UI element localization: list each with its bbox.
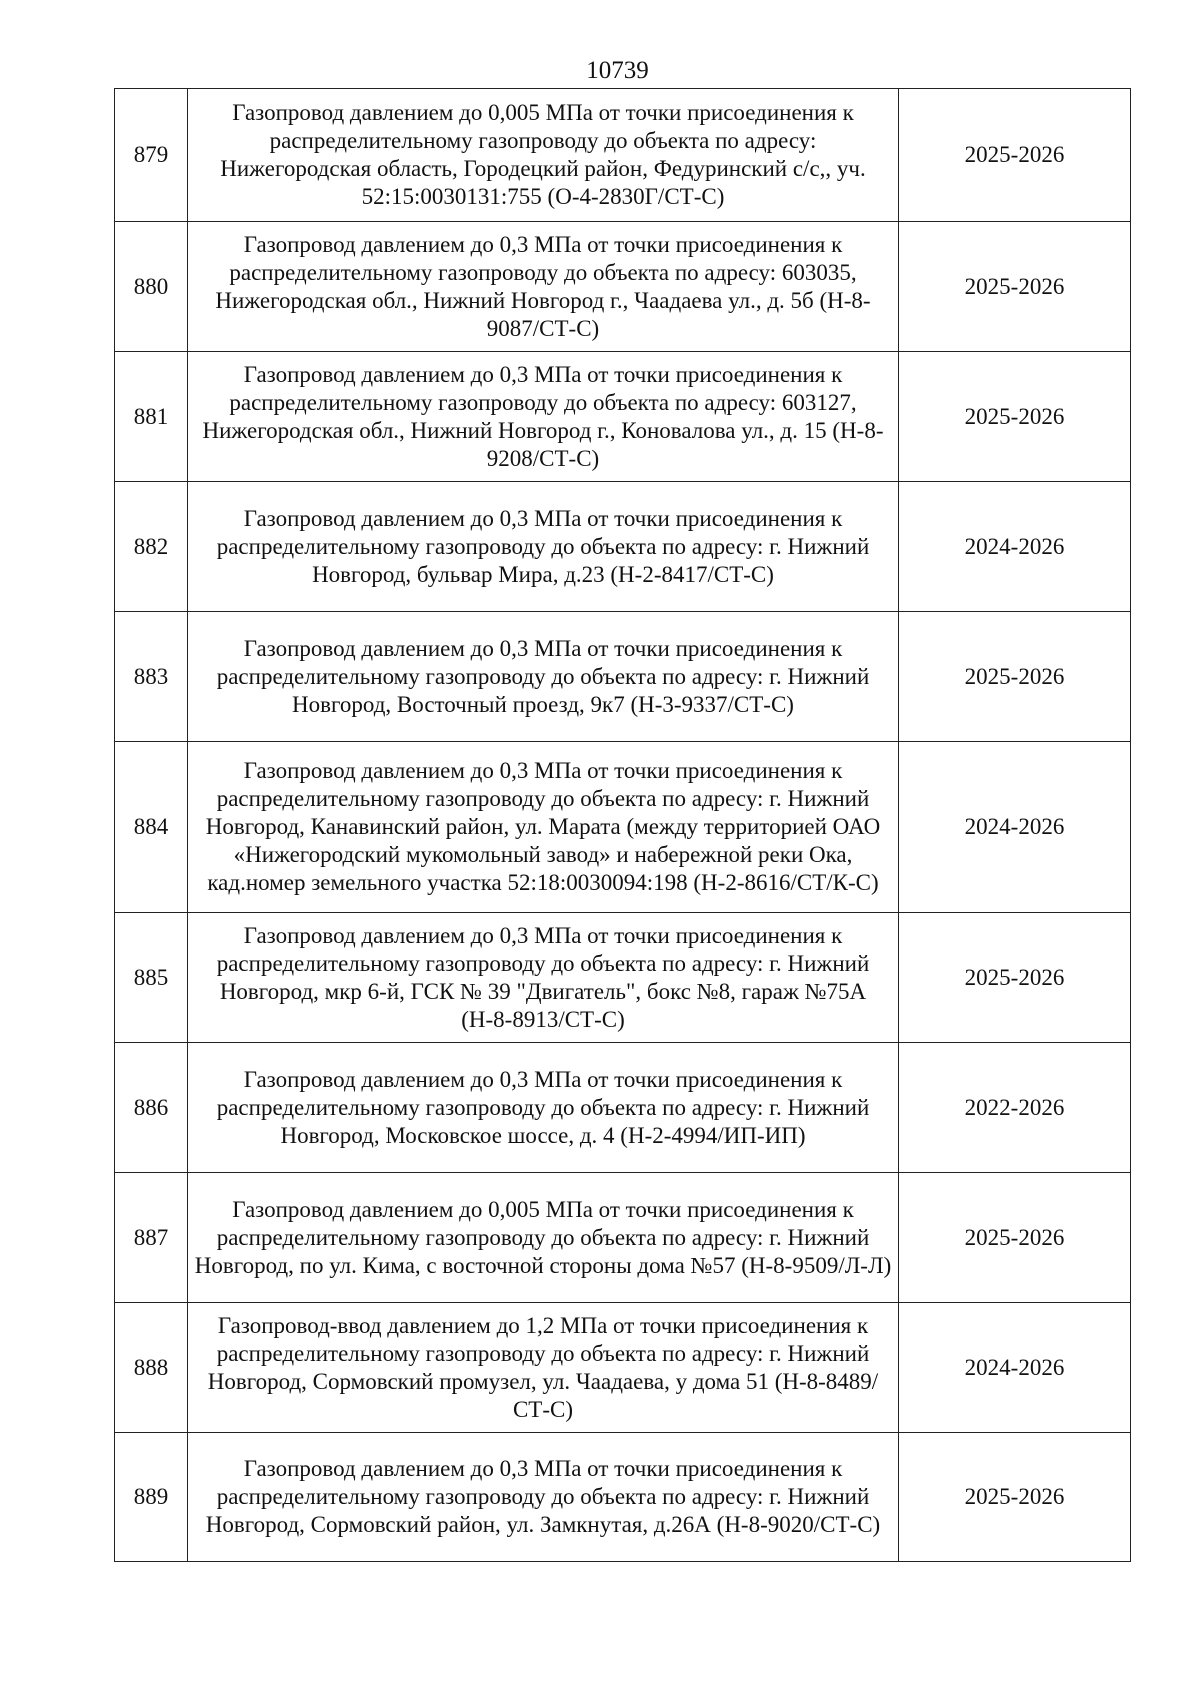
- row-number: 889: [115, 1433, 188, 1562]
- row-description: Газопровод давлением до 0,3 МПа от точки присоединения к распределительному газопроводу до объекта по адресу: 603035, Нижегородская обл., Нижний Новгород г., Чаадаева ул., д. 5б (Н-8-9087/СТ-С): [188, 222, 899, 352]
- row-years: 2022-2026: [899, 1043, 1131, 1173]
- row-description: Газопровод давлением до 0,3 МПа от точки присоединения к распределительному газопроводу до объекта по адресу: г. Нижний Новгород, Канавинский район, ул. Марата (между территорией ОАО «Нижегородский мукомольный завод» и набережной реки Ока, кад.номер земельного участка 52:18:0030094:198 (Н-2-8616/СТ/К-С): [188, 742, 899, 913]
- row-number: 881: [115, 352, 188, 482]
- row-description: Газопровод давлением до 0,3 МПа от точки присоединения к распределительному газопроводу до объекта по адресу: г. Нижний Новгород, Сормовский район, ул. Замкнутая, д.26А (Н-8-9020/СТ-С): [188, 1433, 899, 1562]
- table-row: [115, 1043, 1131, 1173]
- row-number: 886: [115, 1043, 188, 1173]
- row-years: 2024-2026: [899, 1303, 1131, 1433]
- row-description: Газопровод давлением до 0,3 МПа от точки присоединения к распределительному газопроводу до объекта по адресу: г. Нижний Новгород, мкр 6-й, ГСК № 39 "Двигатель", бокс №8, гараж №75А (Н-8-8913/СТ-С): [188, 913, 899, 1043]
- row-number: 883: [115, 612, 188, 742]
- row-description: Газопровод-ввод давлением до 1,2 МПа от точки присоединения к распределительному газопроводу до объекта по адресу: г. Нижний Новгород, Сормовский промузел, ул. Чаадаева, у дома 51 (Н-8-8489/СТ-С): [188, 1303, 899, 1433]
- row-years: 2025-2026: [899, 612, 1131, 742]
- row-description: Газопровод давлением до 0,005 МПа от точки присоединения к распределительному газопроводу до объекта по адресу: Нижегородская область, Городецкий район, Федуринский с/с,, уч. 52:15:0030131:755 (О-4-2830Г/СТ-С): [188, 89, 899, 222]
- table-row: [115, 222, 1131, 352]
- row-years: 2025-2026: [899, 89, 1131, 222]
- table-row: [115, 913, 1131, 1043]
- row-number: 884: [115, 742, 188, 913]
- table-row: [115, 1433, 1131, 1562]
- row-description: Газопровод давлением до 0,3 МПа от точки присоединения к распределительному газопроводу до объекта по адресу: г. Нижний Новгород, Восточный проезд, 9к7 (Н-3-9337/СТ-С): [188, 612, 899, 742]
- table-row: [115, 482, 1131, 612]
- row-years: 2025-2026: [899, 222, 1131, 352]
- table-row: [115, 1173, 1131, 1303]
- row-number: 887: [115, 1173, 188, 1303]
- row-description: Газопровод давлением до 0,3 МПа от точки присоединения к распределительному газопроводу до объекта по адресу: г. Нижний Новгород, бульвар Мира, д.23 (Н-2-8417/СТ-С): [188, 482, 899, 612]
- table-row: [115, 352, 1131, 482]
- gas-pipeline-table: [114, 88, 1131, 1562]
- table-row: [115, 89, 1131, 222]
- row-description: Газопровод давлением до 0,005 МПа от точки присоединения к распределительному газопроводу до объекта по адресу: г. Нижний Новгород, по ул. Кима, с восточной стороны дома №57 (Н-8-9509/Л-Л): [188, 1173, 899, 1303]
- table-row: [115, 1303, 1131, 1433]
- row-number: 880: [115, 222, 188, 352]
- row-number: 879: [115, 89, 188, 222]
- page-number: 10739: [586, 57, 649, 84]
- row-years: 2024-2026: [899, 742, 1131, 913]
- row-years: 2025-2026: [899, 352, 1131, 482]
- row-years: 2025-2026: [899, 1433, 1131, 1562]
- table-row: [115, 612, 1131, 742]
- row-years: 2025-2026: [899, 1173, 1131, 1303]
- row-description: Газопровод давлением до 0,3 МПа от точки присоединения к распределительному газопроводу до объекта по адресу: г. Нижний Новгород, Московское шоссе, д. 4 (Н-2-4994/ИП-ИП): [188, 1043, 899, 1173]
- row-years: 2024-2026: [899, 482, 1131, 612]
- row-number: 882: [115, 482, 188, 612]
- row-number: 885: [115, 913, 188, 1043]
- table-row: [115, 742, 1131, 913]
- row-number: 888: [115, 1303, 188, 1433]
- row-years: 2025-2026: [899, 913, 1131, 1043]
- row-description: Газопровод давлением до 0,3 МПа от точки присоединения к распределительному газопроводу до объекта по адресу: 603127, Нижегородская обл., Нижний Новгород г., Коновалова ул., д. 15 (Н-8-9208/СТ-С): [188, 352, 899, 482]
